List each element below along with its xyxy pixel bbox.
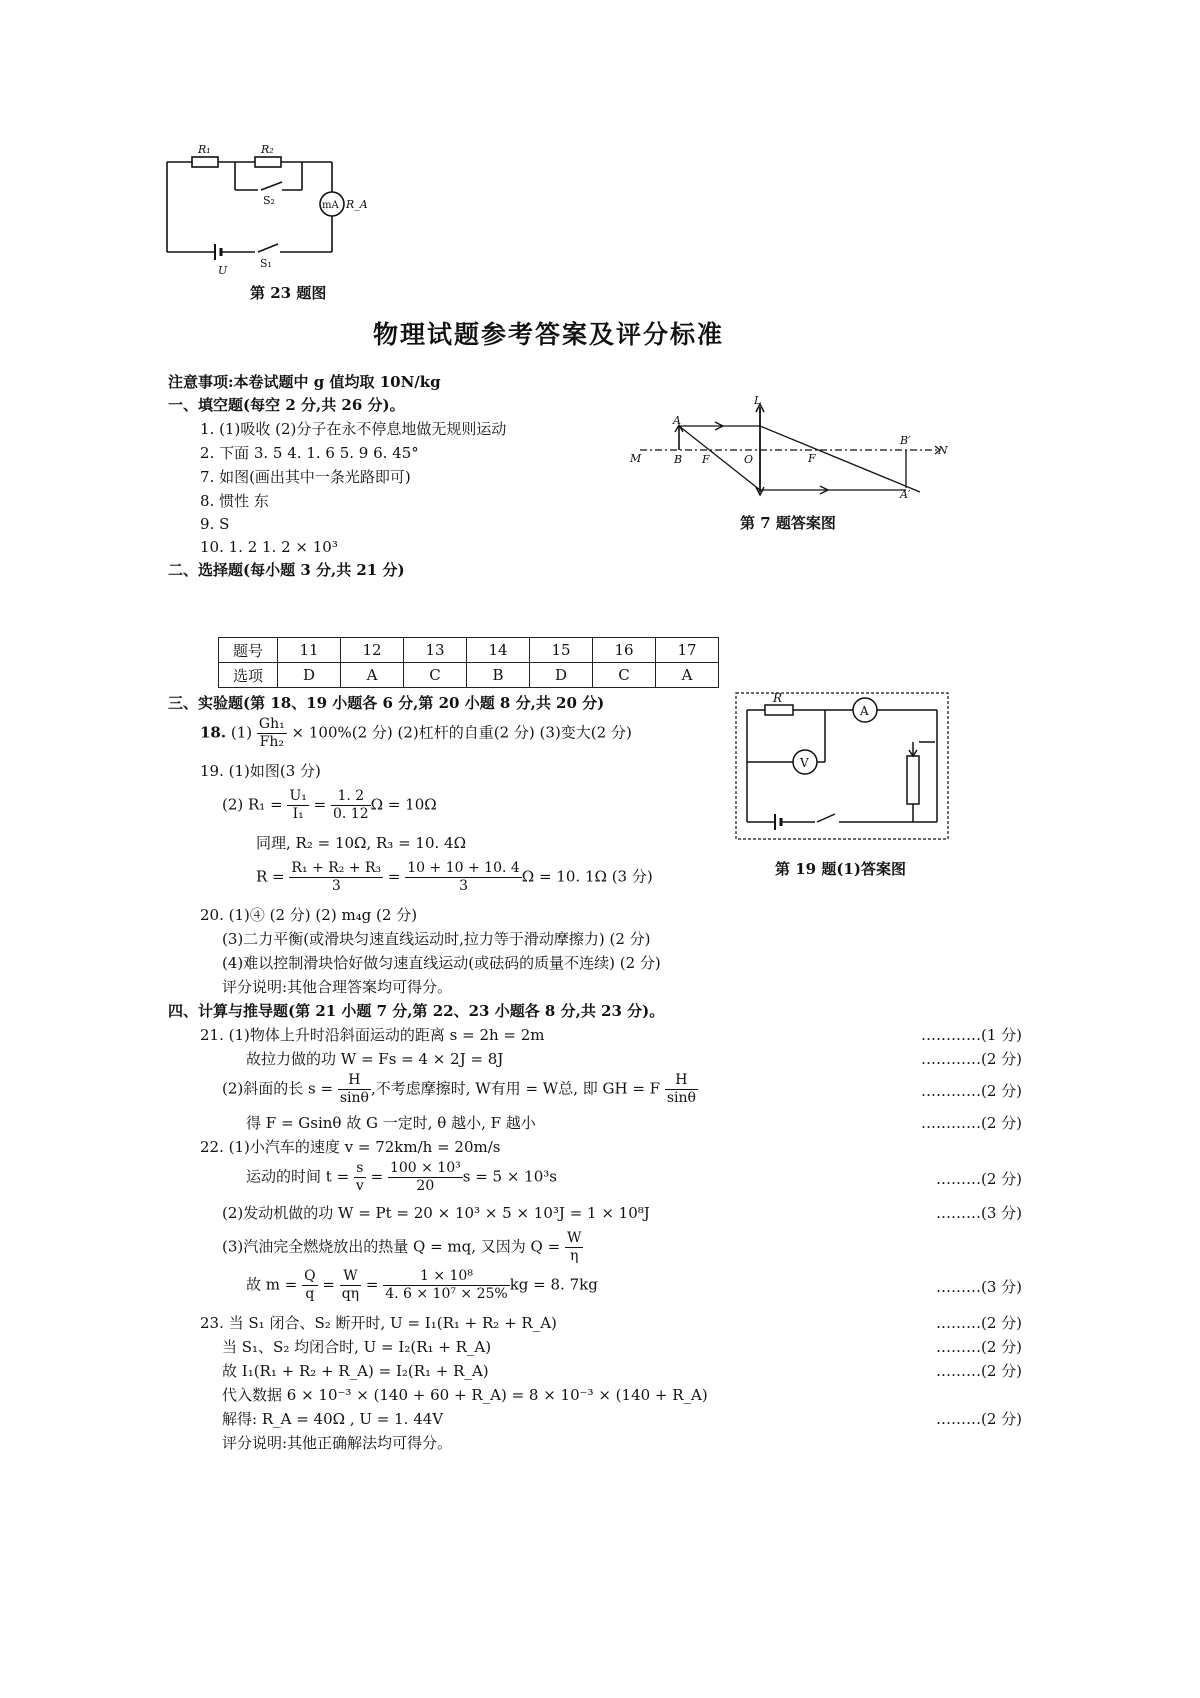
section2-heading: 二、选择题(每小题 3 分,共 21 分): [168, 561, 405, 579]
score-mark: ………(2 分): [935, 1170, 1022, 1188]
q20-line2: (3)二力平衡(或滑块匀速直线运动时,拉力等于滑动摩擦力) (2 分): [222, 930, 651, 948]
svg-text:mA: mA: [322, 200, 339, 211]
q18-answer: 18. (1) $\frac{\text{Gh₁}}{\text{Fh₂}}$ × 100%(2 分) (2)杠杆的自重(2 分) (3)变大(2 分): [200, 716, 632, 750]
resistor-r1: [192, 157, 218, 167]
fig19-caption: 第 19 题(1)答案图: [775, 860, 906, 878]
svg-text:R: R: [773, 691, 783, 705]
section3-heading: 三、实验题(第 18、19 小题各 6 分,第 20 小题 8 分,共 20 分): [168, 694, 605, 712]
fig7-lens-diagram: [620, 392, 950, 504]
q23-line4: 代入数据 6 × 10⁻³ × (140 + 60 + R_A) = 8 × 10⁻³ × (140 + R_A): [222, 1386, 708, 1404]
svg-text:N: N: [938, 444, 948, 457]
score-mark: …………(1 分): [920, 1026, 1022, 1044]
table-cell: 12: [341, 638, 404, 663]
q21-line3: (2)斜面的长 s = $\frac{H}{\sin\theta}$ ,不考虑摩擦时, W有用 = W总, 即 GH = F $\frac{H}{\sin\theta}$: [222, 1072, 696, 1106]
rheostat: [907, 756, 919, 804]
score-mark: ………(3 分): [935, 1204, 1022, 1222]
q21-line1: 21. (1)物体上升时沿斜面运动的距离 s = 2h = 2m: [200, 1026, 545, 1044]
fig19-circuit: [735, 692, 950, 840]
q21-line2: 故拉力做的功 W = Fs = 4 × 2J = 8J: [246, 1050, 504, 1068]
svg-text:V: V: [800, 756, 809, 770]
q10-answer: 10. 1. 2 1. 2 × 10³: [200, 538, 338, 556]
q9-answer: 9. S: [200, 515, 230, 533]
table-cell: 11: [278, 638, 341, 663]
table-header-cell: 选项: [219, 663, 278, 688]
score-mark: …………(2 分): [920, 1114, 1022, 1132]
table-cell: 14: [467, 638, 530, 663]
score-mark: ………(2 分): [935, 1362, 1022, 1380]
q23-line3: 故 I₁(R₁ + R₂ + R_A) = I₂(R₁ + R_A): [222, 1362, 489, 1380]
table-cell: A: [341, 663, 404, 688]
q21-line4: 得 F = Gsinθ 故 G 一定时, θ 越小, F 越小: [246, 1114, 536, 1132]
q22-line4: (3)汽油完全燃烧放出的热量 Q = mq, 又因为 Q = $\frac{W}{\eta}$: [222, 1230, 582, 1264]
notice: 注意事项:本卷试题中 g 值均取 10N/kg: [168, 373, 441, 391]
table-cell: 13: [404, 638, 467, 663]
score-mark: ………(2 分): [935, 1314, 1022, 1332]
score-mark: …………(2 分): [920, 1050, 1022, 1068]
svg-text:M: M: [630, 452, 642, 465]
score-mark: ………(3 分): [935, 1278, 1022, 1296]
q22-line2: 运动的时间 t = $\frac{s}{v}$ = $\frac{\text{100 × 10³}}{20}$ s = 5 × 10³s: [246, 1160, 557, 1194]
page-title: 物理试题参考答案及评分标准: [373, 320, 725, 349]
q20-line3: (4)难以控制滑块恰好做匀速直线运动(或砝码的质量不连续) (2 分): [222, 954, 661, 972]
q1-answer: 1. (1)吸收 (2)分子在永不停息地做无规则运动: [200, 420, 507, 438]
table-cell: D: [530, 663, 593, 688]
table-header-cell: 题号: [219, 638, 278, 663]
q19-line2: (2) R₁ = $\frac{\text{U₁}}{\text{I₁}}$ = $\frac{1. 2}{0. 12}$ Ω = 10Ω: [222, 788, 437, 822]
table-cell: C: [593, 663, 656, 688]
section1-heading: 一、填空题(每空 2 分,共 26 分)。: [168, 396, 405, 414]
q23-line2: 当 S₁、S₂ 均闭合时, U = I₂(R₁ + R_A): [222, 1338, 492, 1356]
sec4-note: 评分说明:其他正确解法均可得分。: [222, 1434, 453, 1452]
table-cell: A: [656, 663, 719, 688]
table-cell: 17: [656, 638, 719, 663]
q23-line5: 解得: R_A = 40Ω , U = 1. 44V: [222, 1410, 444, 1428]
q20-line1: 20. (1)④ (2 分) (2) m₄g (2 分): [200, 906, 418, 924]
table-row: [219, 663, 719, 688]
resistor-r: [765, 705, 793, 715]
svg-text:O: O: [744, 453, 754, 466]
svg-text:B′: B′: [900, 434, 911, 447]
q19-line1: 19. (1)如图(3 分): [200, 762, 321, 780]
answer-table: [218, 637, 719, 688]
q22-line3: (2)发动机做的功 W = Pt = 20 × 10³ × 5 × 10³J = 1 × 10⁸J: [222, 1204, 650, 1222]
q22-line1: 22. (1)小汽车的速度 v = 72km/h = 20m/s: [200, 1138, 501, 1156]
q8-answer: 8. 惯性 东: [200, 492, 269, 510]
svg-text:A: A: [860, 704, 869, 718]
q2-6-answers: 2. 下面 3. 5 4. 1. 6 5. 9 6. 45°: [200, 444, 419, 462]
q22-line5: 故 m = $\frac{Q}{q}$ = $\frac{W}{q\eta}$ = $\frac{\text{1 × 10⁸}}{\text{4. 6 × 10⁷ × 25\%}}$ kg = 8. 7kg: [246, 1268, 598, 1302]
table-cell: D: [278, 663, 341, 688]
q19-line3: 同理, R₂ = 10Ω, R₃ = 10. 4Ω: [256, 834, 467, 852]
q19-line4: R = $\frac{\text{R₁ + R₂ + R₃}}{3}$ = $\frac{10 + 10 + 10. 4}{3}$ Ω = 10. 1Ω (3 分): [256, 860, 653, 894]
q23-line1: 23. 当 S₁ 闭合、S₂ 断开时, U = I₁(R₁ + R₂ + R_A): [200, 1314, 557, 1332]
svg-text:F: F: [808, 452, 816, 465]
sec3-note: 评分说明:其他合理答案均可得分。: [222, 978, 453, 996]
svg-text:S₂: S₂: [263, 194, 275, 207]
score-mark: ………(2 分): [935, 1410, 1022, 1428]
svg-text:A′: A′: [900, 488, 911, 501]
fig7-caption: 第 7 题答案图: [740, 514, 836, 532]
q7-answer: 7. 如图(画出其中一条光路即可): [200, 468, 411, 486]
resistor-r2: [255, 157, 281, 167]
svg-text:A: A: [673, 414, 681, 427]
svg-text:R₂: R₂: [261, 143, 274, 156]
fig23-circuit: [160, 140, 368, 285]
score-mark: ………(2 分): [935, 1338, 1022, 1356]
table-row: [219, 638, 719, 663]
svg-text:R_A: R_A: [346, 198, 368, 211]
table-cell: 16: [593, 638, 656, 663]
table-cell: B: [467, 663, 530, 688]
svg-text:F: F: [702, 453, 710, 466]
svg-text:U: U: [218, 264, 228, 277]
svg-text:S₁: S₁: [260, 257, 272, 270]
section4-heading: 四、计算与推导题(第 21 小题 7 分,第 22、23 小题各 8 分,共 23 分)。: [168, 1002, 665, 1020]
table-cell: C: [404, 663, 467, 688]
svg-text:B: B: [674, 453, 683, 466]
score-mark: …………(2 分): [920, 1082, 1022, 1100]
svg-text:R₁: R₁: [198, 143, 211, 156]
table-cell: 15: [530, 638, 593, 663]
fig23-caption: 第 23 题图: [250, 284, 327, 302]
svg-text:L: L: [754, 394, 762, 407]
